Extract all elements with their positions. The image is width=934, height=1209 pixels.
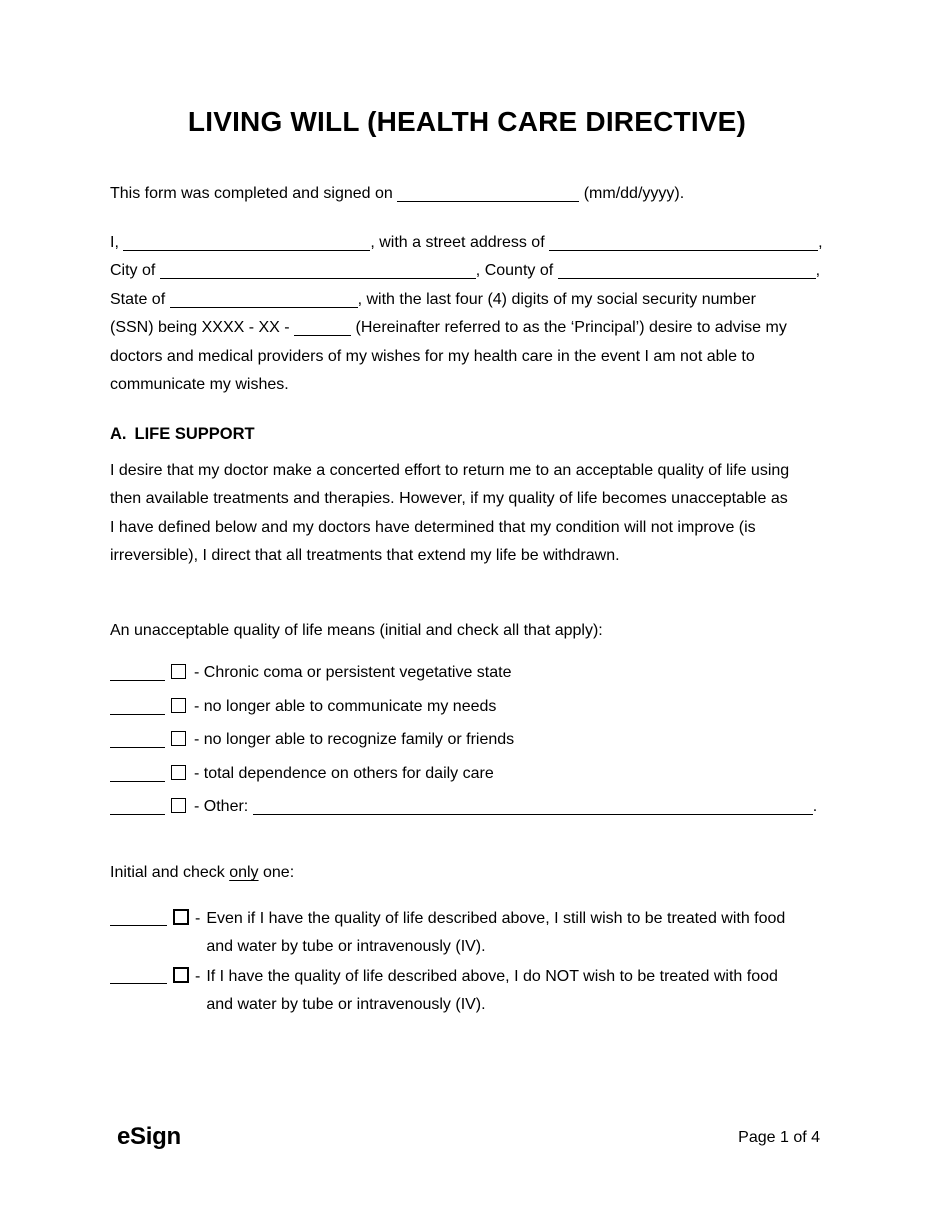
list-item xyxy=(110,723,817,757)
street-address-blank[interactable] xyxy=(549,239,818,251)
list-item-other xyxy=(110,790,817,824)
dash-separator: - xyxy=(195,968,201,985)
initials-blank[interactable] xyxy=(110,669,165,681)
initials-blank[interactable] xyxy=(110,736,165,748)
text-segment: (Hereinafter referred to as the ‘Principal’) desire to advise my xyxy=(355,319,787,337)
signed-on-text: This form was completed and signed on xyxy=(110,185,393,202)
text-segment: , with the last four (4) digits of my social security number xyxy=(357,290,756,308)
initials-blank[interactable] xyxy=(110,803,165,815)
principal-line-6: communicate my wishes. xyxy=(110,376,289,394)
list-item xyxy=(110,905,824,960)
paragraph-line: I desire that my doctor make a concerted effort to return me to an acceptable quality of life using xyxy=(110,462,790,479)
text-segment: , County of xyxy=(475,262,554,280)
option-label xyxy=(206,963,778,1018)
text-segment: one: xyxy=(263,864,295,881)
page-title: LIVING WILL (HEALTH CARE DIRECTIVE) xyxy=(187,106,747,137)
state-blank[interactable] xyxy=(170,296,358,308)
checkbox[interactable] xyxy=(171,731,186,746)
checkbox[interactable] xyxy=(171,698,186,713)
ssn-last-four-blank[interactable] xyxy=(294,324,351,336)
section-heading-life-support xyxy=(110,420,255,448)
initials-blank[interactable] xyxy=(110,770,165,782)
principal-line-4 xyxy=(110,314,823,342)
principal-line-5: doctors and medical providers of my wishes for my health care in the event I am not able to xyxy=(110,347,755,365)
list-item xyxy=(110,690,817,724)
checkbox[interactable] xyxy=(171,798,186,813)
option-label-line: and water by tube or intravenously (IV). xyxy=(206,995,486,1013)
checkbox[interactable] xyxy=(171,664,186,679)
page-number: Page 1 of 4 xyxy=(738,1129,820,1146)
initials-blank[interactable] xyxy=(110,963,167,984)
underlined-word: only xyxy=(229,864,259,881)
option-label-line: Even if I have the quality of life described above, I still wish to be treated with food xyxy=(206,910,786,927)
date-format-hint: (mm/dd/yyyy). xyxy=(583,185,685,202)
esign-logo: eSign xyxy=(117,1123,181,1150)
checkbox[interactable] xyxy=(173,967,189,983)
option-label-line: If I have the quality of life described above, I do NOT wish to be treated with food xyxy=(206,968,778,985)
principal-line-1 xyxy=(110,229,823,257)
life-support-paragraph xyxy=(110,457,789,571)
initials-blank[interactable] xyxy=(110,905,167,926)
text-segment: I, xyxy=(110,234,119,251)
quality-of-life-intro: An unacceptable quality of life means (initial and check all that apply): xyxy=(110,622,603,639)
principal-paragraph xyxy=(110,229,823,400)
checkbox[interactable] xyxy=(173,909,189,925)
initials-blank[interactable] xyxy=(110,703,165,715)
principal-name-blank[interactable] xyxy=(123,239,370,251)
checkbox[interactable] xyxy=(171,765,186,780)
county-blank[interactable] xyxy=(558,267,816,279)
option-label: - Chronic coma or persistent vegetative state xyxy=(194,664,512,681)
principal-line-2 xyxy=(110,257,823,285)
option-label xyxy=(206,905,785,960)
other-description-blank[interactable] xyxy=(253,803,813,815)
quality-of-life-list xyxy=(110,656,817,824)
option-label: - no longer able to recognize family or friends xyxy=(194,731,515,749)
text-segment: Initial and check xyxy=(110,864,225,881)
city-blank[interactable] xyxy=(160,267,476,279)
text-segment: . xyxy=(812,798,818,816)
list-item xyxy=(110,963,824,1018)
feeding-intro xyxy=(110,859,294,887)
option-label: - Other: xyxy=(194,798,249,816)
section-letter: A. xyxy=(110,425,127,443)
feeding-options-list xyxy=(110,905,824,1018)
option-label: - no longer able to communicate my needs xyxy=(194,697,497,715)
text-segment: (SSN) being XXXX - XX - xyxy=(110,319,290,337)
paragraph-line: then available treatments and therapies. However, if my quality of life becomes unacceptable as xyxy=(110,490,788,508)
principal-line-3 xyxy=(110,286,823,314)
list-item xyxy=(110,757,817,791)
signed-on-line xyxy=(110,180,684,208)
option-label-line: and water by tube or intravenously (IV). xyxy=(206,937,486,955)
list-item xyxy=(110,656,817,690)
text-segment: State of xyxy=(110,290,166,308)
text-segment: City of xyxy=(110,262,156,280)
signed-date-blank[interactable] xyxy=(397,190,579,202)
option-label: - total dependence on others for daily care xyxy=(194,764,494,782)
dash-separator: - xyxy=(195,910,201,927)
paragraph-line: irreversible), I direct that all treatments that extend my life be withdrawn. xyxy=(110,547,620,565)
paragraph-line: I have defined below and my doctors have determined that my condition will not improve (is xyxy=(110,518,756,536)
text-segment: , with a street address of xyxy=(370,234,545,251)
text-segment: , xyxy=(818,234,823,251)
text-segment: , xyxy=(815,262,821,280)
section-title: LIFE SUPPORT xyxy=(134,425,255,443)
